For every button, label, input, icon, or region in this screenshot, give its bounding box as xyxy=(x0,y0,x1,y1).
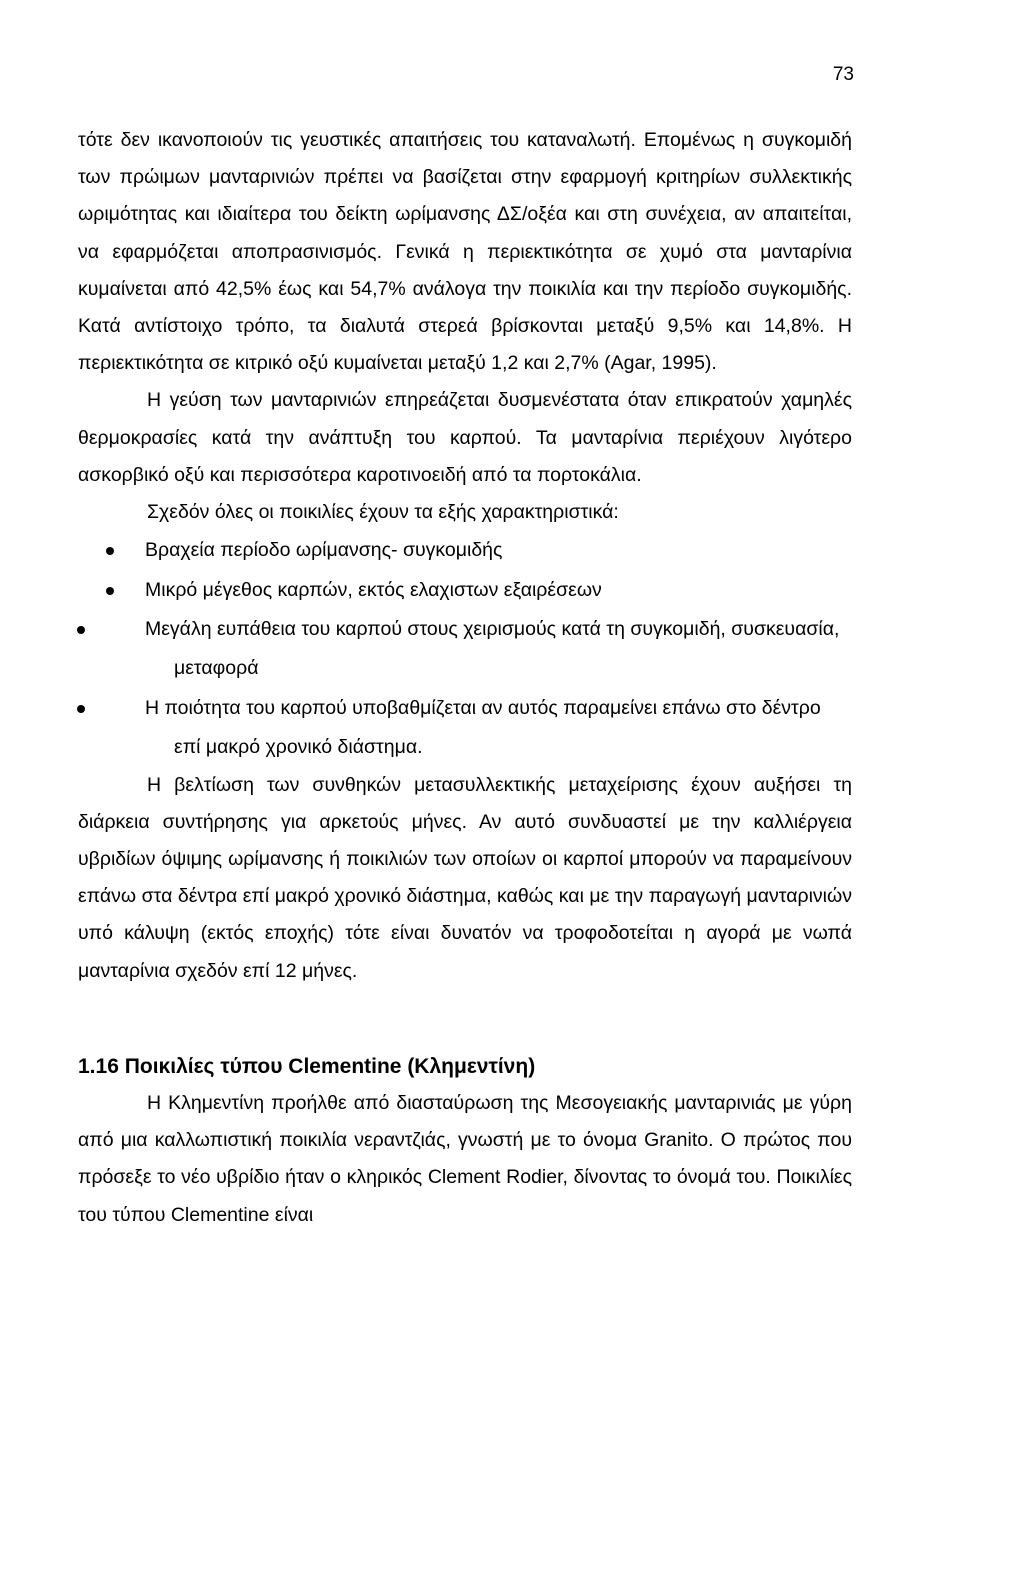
paragraph-taste: Η γεύση των μανταρινιών επηρεάζεται δυσμενέστατα όταν επικρατούν χαμηλές θερμοκρασίες κατά την ανάπτυξη του καρπού. Τα μανταρίνια περιέχουν λιγότερο ασκορβικό οξύ και περισσότερα καροτινοειδή από τα πορτοκάλια. xyxy=(78,389,852,486)
list-item-text: Μεγάλη ευπάθεια του καρπού στους χειρισμούς κατά τη συγκομιδή, συσκευασία, μεταφορά xyxy=(145,618,840,680)
list-item xyxy=(78,531,852,570)
section-heading: 1.16 Ποικιλίες τύπου Clementine (Κλημεντίνη) xyxy=(78,1054,536,1078)
bullet-icon xyxy=(77,626,85,634)
characteristics-list xyxy=(78,531,852,767)
bullet-icon xyxy=(77,705,85,713)
paragraph-storage: Η βελτίωση των συνθηκών μετασυλλεκτικής μεταχείρισης έχουν αυξήσει τη διάρκεια συντήρησης για αρκετούς μήνες. Αν αυτό συνδυαστεί με την καλλιέργεια υβριδίων όψιμης ωρίμανσης ή ποικιλιών των οποίων οι καρποί μπορούν να παραμείνουν επάνω στα δέντρα επί μακρό χρονικό διάστημα, καθώς και με την παραγωγή μανταρινιών υπό κάλυψη (εκτός εποχής) τότε είναι δυνατόν να τροφοδοτείται η αγορά με νωπά μανταρίνια σχεδόν επί 12 μήνες. xyxy=(78,773,852,982)
page-content xyxy=(78,122,852,1234)
list-item-text: Η ποιότητα του καρπού υποβαθμίζεται αν αυτός παραμείνει επάνω στο δέντρο επί μακρό χρονικό διάστημα. xyxy=(145,696,821,759)
page-number: 73 xyxy=(832,64,854,85)
list-item xyxy=(78,610,852,689)
paragraph-characteristics-intro: Σχεδόν όλες οι ποικιλίες έχουν τα εξής χαρακτηριστικά: xyxy=(147,501,619,524)
bullet-icon xyxy=(106,547,114,555)
list-item-text: Βραχεία περίοδο ωρίμανσης- συγκομιδής xyxy=(145,539,503,562)
list-item xyxy=(78,689,852,768)
list-item-text: Μικρό μέγεθος καρπών, εκτός ελαχιστων εξαιρέσεων xyxy=(145,578,602,601)
paragraph-clementine-origin: Η Κλημεντίνη προήλθε από διασταύρωση της Μεσογειακής μανταρινιάς με γύρη από μια καλλωπιστική ποικιλία νεραντζιάς, γνωστή με το όνομα Granito. Ο πρώτος που πρόσεξε το νέο υβρίδιο ήταν ο κληρικός Clement Rodier, δίνοντας το όνομά του. Ποικιλίες του τύπου Clementine είναι xyxy=(78,1091,852,1226)
list-item xyxy=(78,571,852,610)
paragraph-juice-content: τότε δεν ικανοποιούν τις γευστικές απαιτήσεις του καταναλωτή. Επομένως η συγκομιδή των πρώιμων μανταρινιών πρέπει να βασίζεται στην εφαρμογή κριτηρίων συλλεκτικής ωριμότητας και ιδιαίτερα του δείκτη ωρίμανσης ΔΣ/οξέα και στη συνέχεια, αν απαιτείται, να εφαρμόζεται αποπρασινισμός. Γενικά η περιεκτικότητα σε χυμό στα μανταρίνια κυμαίνεται από 42,5% έως και 54,7% ανάλογα την ποικιλία και την περίοδο συγκομιδής. Κατά αντίστοιχο τρόπο, τα διαλυτά στερεά βρίσκονται μεταξύ 9,5% και 14,8%. Η περιεκτικότητα σε κιτρικό οξύ κυμαίνεται μεταξύ 1,2 και 2,7% (Agar, 1995). xyxy=(78,129,852,375)
bullet-icon xyxy=(106,587,114,595)
